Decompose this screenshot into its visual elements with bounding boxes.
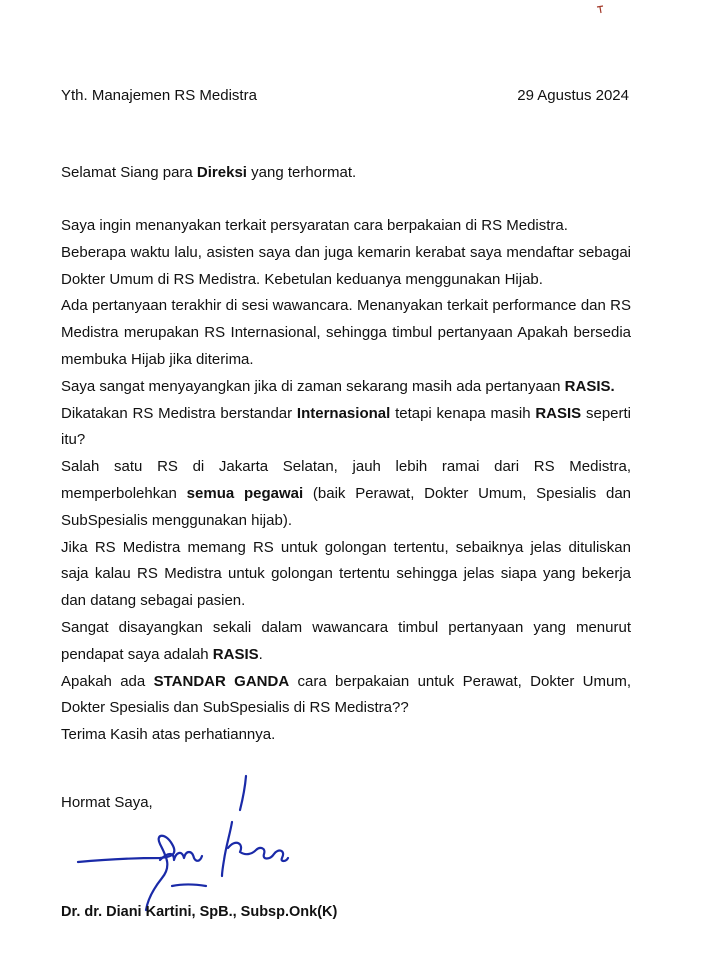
- p5-text-c: seperti itu?: [61, 404, 631, 449]
- closing-line: Hormat Saya,: [61, 794, 153, 811]
- paragraph-10: Terima Kasih atas perhatiannya.: [61, 726, 276, 744]
- paragraph-7: Jika RS Medistra memang RS untuk golongan tertentu, sebaiknya jelas dituliskan saja kalau RS Medistra untuk golongan tertentu sehingga jelas siapa yang bekerja dan datang sebagai pasien.: [61, 538, 631, 610]
- paragraph-8: [61, 615, 631, 669]
- paragraph-4: [61, 374, 631, 401]
- greeting-line: [61, 163, 651, 183]
- paragraph-1: Saya ingin menanyakan terkait persyaratan cara berpakaian di RS Medistra.: [61, 217, 568, 234]
- signature-strokes: [78, 776, 288, 910]
- letter-body: [61, 213, 631, 749]
- letter-header: [61, 86, 629, 106]
- p6-text-a: Salah satu RS di Jakarta Selatan, jauh lebih ramai dari RS Medistra, memperbolehkan: [61, 458, 631, 502]
- paragraph-5: [61, 401, 631, 455]
- paragraph-9: [61, 669, 631, 723]
- greeting-bold: Direksi: [196, 164, 247, 181]
- paragraph-6: [61, 454, 631, 534]
- p9-bold: STANDAR GANDA: [153, 672, 290, 690]
- signatory-name: Dr. dr. Diani Kartini, SpB., Subsp.Onk(K): [61, 904, 338, 920]
- p5-text-a: Dikatakan RS Medistra berstandar: [61, 404, 297, 422]
- paragraph-2: Beberapa waktu lalu, asisten saya dan juga kemarin kerabat saya mendaftar sebagai Dokter Umum di RS Medistra. Kebetulan keduanya menggunakan Hijab.: [61, 243, 631, 288]
- p8-text-a: Sangat disayangkan sekali dalam wawancara timbul pertanyaan yang menurut pendapat saya adalah: [61, 618, 631, 663]
- p5-bold-a: Internasional: [296, 404, 391, 422]
- p5-bold-b: RASIS: [535, 404, 582, 422]
- p6-text-b: (baik Perawat, Dokter Umum, Spesialis dan SubSpesialis menggunakan hijab).: [61, 484, 631, 529]
- scan-speck-icon: [595, 4, 607, 18]
- greeting-pre: Selamat Siang para: [61, 164, 197, 181]
- p6-bold: semua pegawai: [186, 484, 304, 502]
- recipient-line: Yth. Manajemen RS Medistra: [61, 87, 257, 104]
- greeting-post: yang terhormat.: [246, 164, 357, 181]
- paragraph-3: Ada pertanyaan terakhir di sesi wawancara. Menanyakan terkait performance dan RS Medistra merupakan RS Internasional, sehingga timbul pertanyaan Apakah bersedia membuka Hijab jika diterima.: [61, 297, 631, 368]
- p9-text-a: Apakah ada: [61, 672, 154, 690]
- p9-text-b: cara berpakaian untuk Perawat, Dokter Umum, Dokter Spesialis dan SubSpesialis di RS Medistra??: [61, 672, 631, 717]
- p4-text: Saya sangat menyayangkan jika di zaman sekarang masih ada pertanyaan: [61, 377, 565, 395]
- p4-bold: RASIS.: [564, 377, 615, 395]
- letter-date: 29 Agustus 2024: [517, 87, 629, 104]
- p8-bold: RASIS: [212, 645, 259, 663]
- p5-text-b: tetapi kenapa masih: [390, 404, 536, 422]
- p8-text-b: .: [258, 645, 263, 663]
